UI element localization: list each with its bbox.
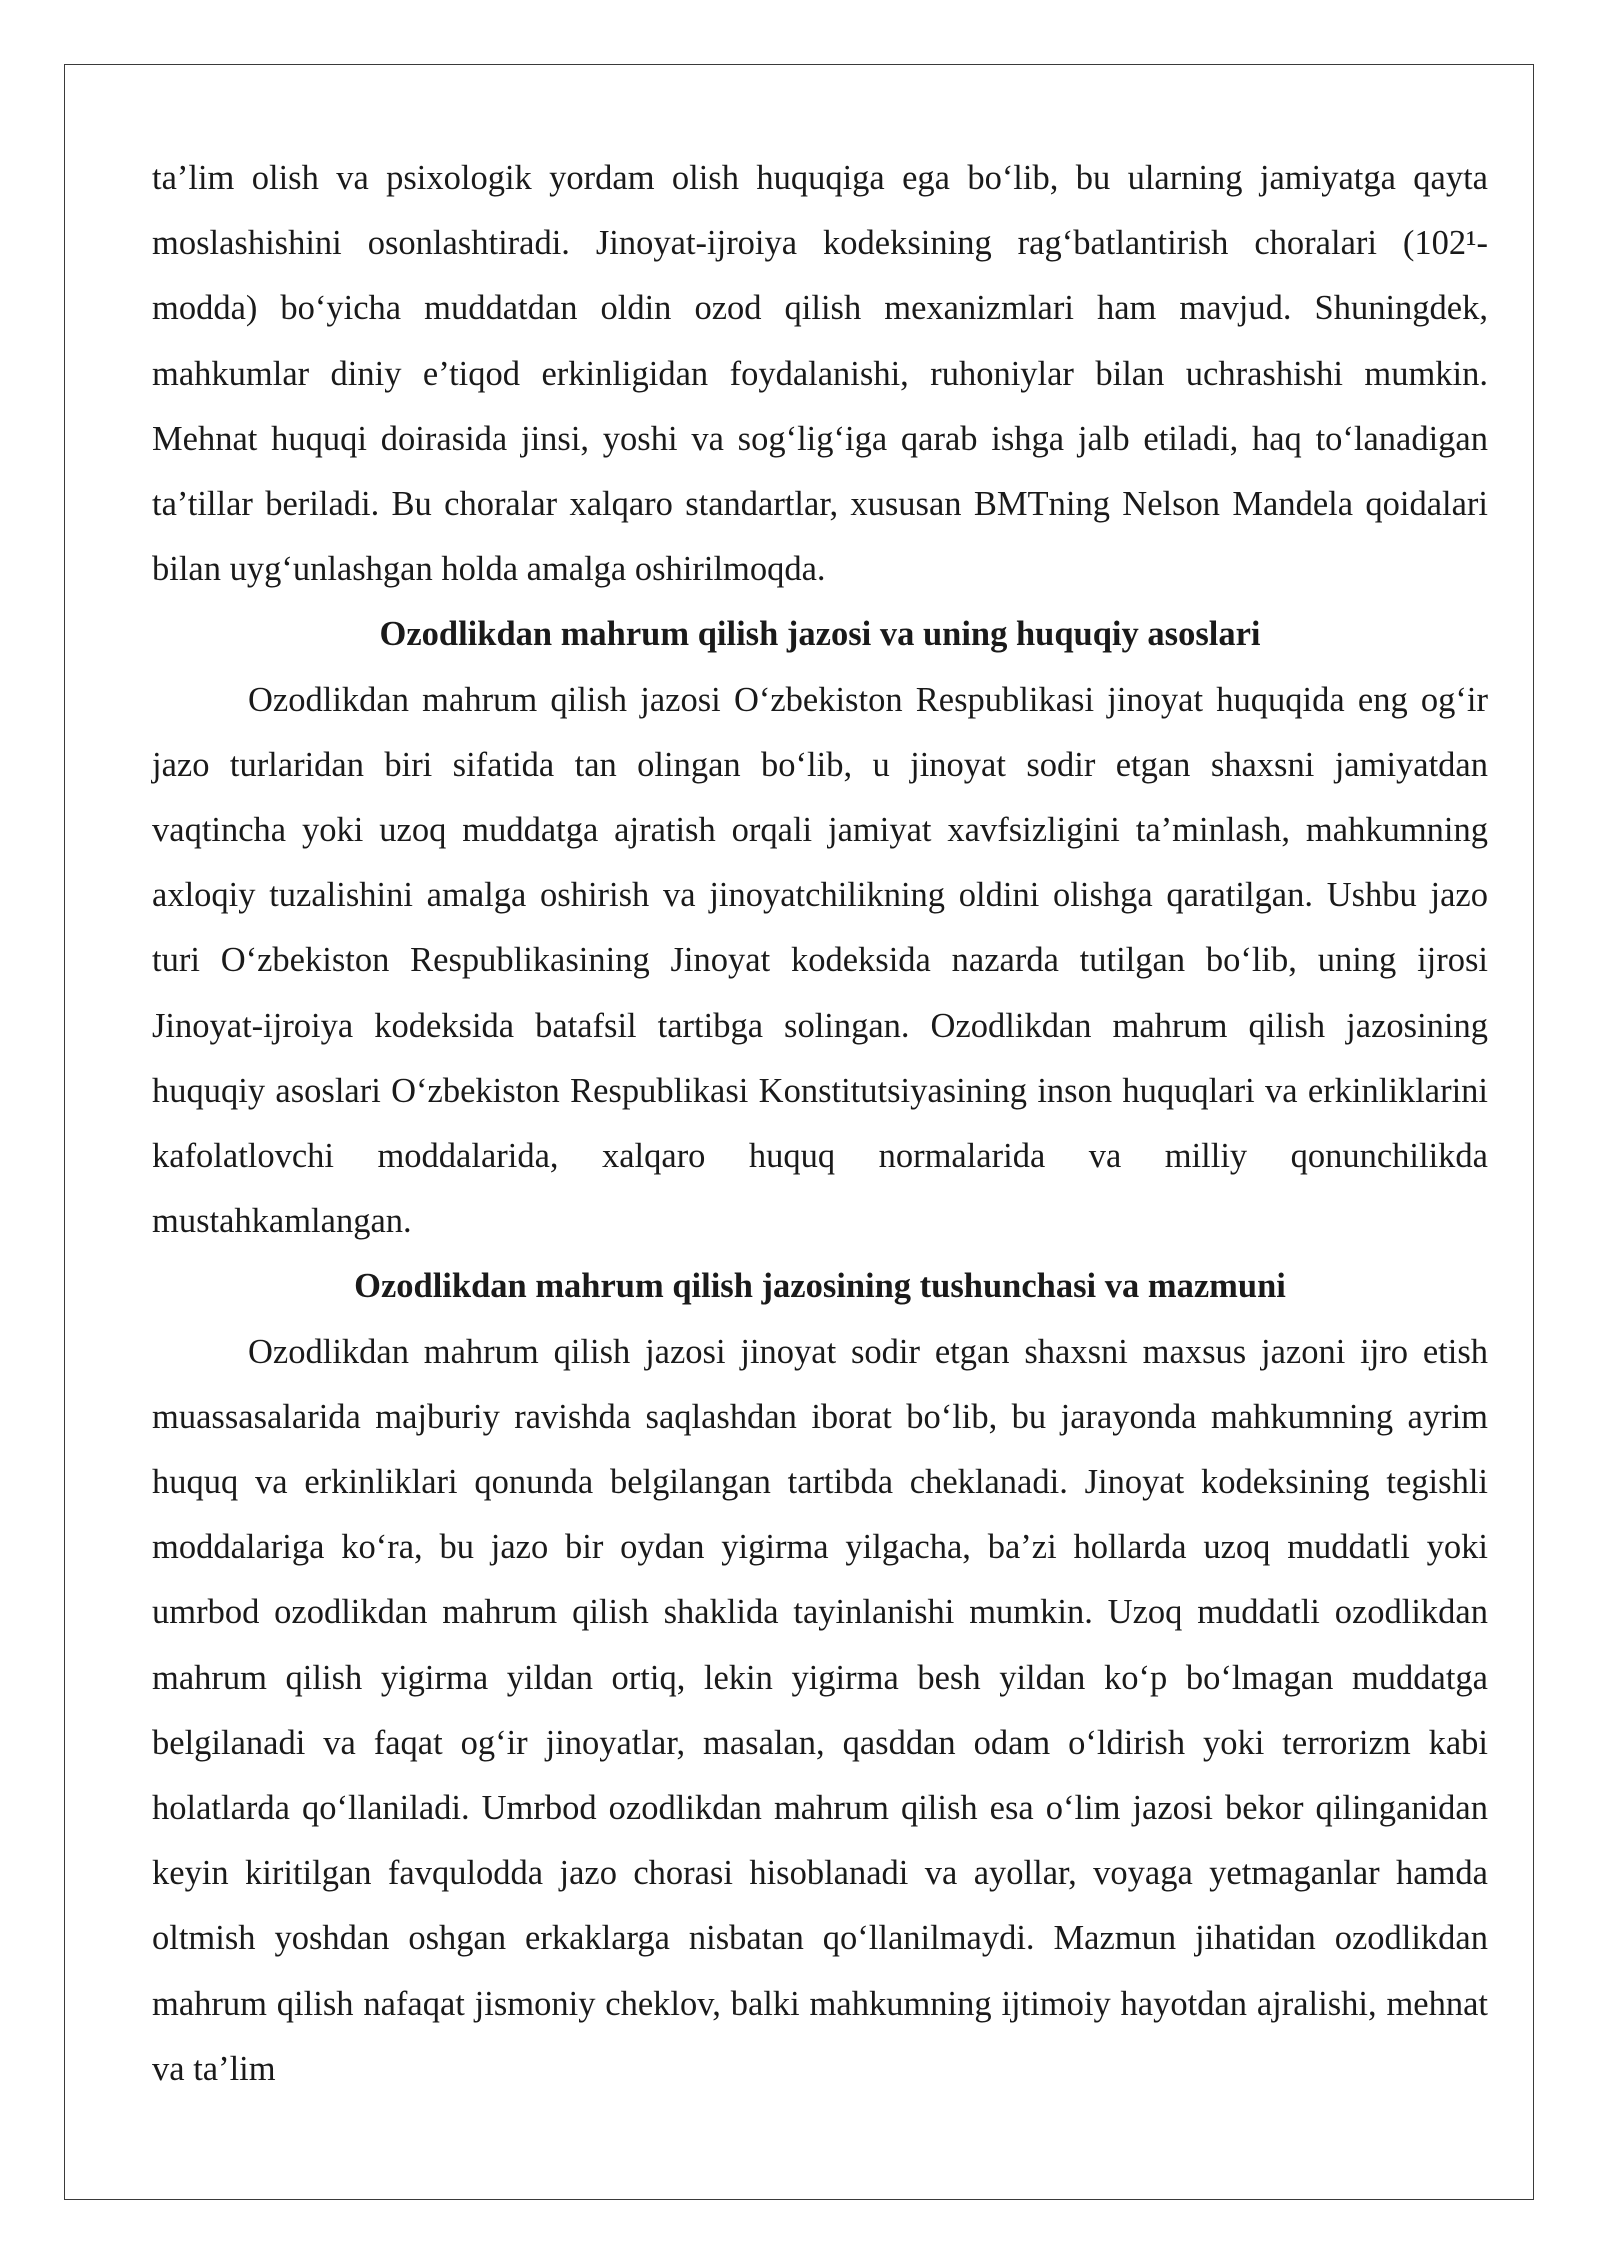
body-paragraph: ta’lim olish va psixologik yordam olish huquqiga ega bo‘lib, bu ularning jamiyatga qayta moslashishini osonlashtiradi. Jinoyat-ijroiya kodeksining rag‘batlantirish choralari (102¹-modda) bo‘yicha muddatdan oldin ozod qilish mexanizmlari ham mavjud. Shuningdek, mahkumlar diniy e’tiqod erkinligidan foydalanishi, ruhoniylar bilan uchrashishi mumkin. Mehnat huquqi doirasida jinsi, yoshi va sog‘lig‘iga qarab ishga jalb etiladi, haq to‘lanadigan ta’tillar beriladi. Bu choralar xalqaro standartlar, xususan BMTning Nelson Mandela qoidalari bilan uyg‘unlashgan holda amalga oshirilmoqda. [152,159,1488,589]
body-paragraph: Ozodlikdan mahrum qilish jazosi O‘zbekiston Respublikasi jinoyat huquqida eng og‘ir jazo turlaridan biri sifatida tan olingan bo‘lib, u jinoyat sodir etgan shaxsni jamiyatdan vaqtincha yoki uzoq muddatga ajratish orqali jamiyat xavfsizligini ta’minlash, mahkumning axloqiy tuzalishini amalga oshirish va jinoyatchilikning oldini olishga qaratilgan. Ushbu jazo turi O‘zbekiston Respublikasining Jinoyat kodeksida nazarda tutilgan bo‘lib, uning ijrosi Jinoyat-ijroiya kodeksida batafsil tartibga solingan. Ozodlikdan mahrum qilish jazosining huquqiy asoslari O‘zbekiston Respublikasi Konstitutsiyasining inson huquqlari va erkinliklarini kafolatlovchi moddalarida, xalqaro huquq normalarida va milliy qonunchilikda mustahkamlangan. [152,680,1488,1241]
section-heading: Ozodlikdan mahrum qilish jazosi va uning huquqiy asoslari [379,615,1261,654]
body-paragraph: Ozodlikdan mahrum qilish jazosi jinoyat sodir etgan shaxsni maxsus jazoni ijro etish muassasalarida majburiy ravishda saqlashdan iborat bo‘lib, bu jarayonda mahkumning ayrim huquq va erkinliklari qonunda belgilangan tartibda cheklanadi. Jinoyat kodeksining tegishli moddalariga ko‘ra, bu jazo bir oydan yigirma yilgacha, ba’zi hollarda uzoq muddatli yoki umrbod ozodlikdan mahrum qilish shaklida tayinlanishi mumkin. Uzoq muddatli ozodlikdan mahrum qilish yigirma yildan ortiq, lekin yigirma besh yildan ko‘p bo‘lmagan muddatga belgilanadi va faqat og‘ir jinoyatlar, masalan, qasddan odam o‘ldirish yoki terrorizm kabi holatlarda qo‘llaniladi. Umrbod ozodlikdan mahrum qilish esa o‘lim jazosi bekor qilinganidan keyin kiritilgan favqulodda jazo chorasi hisoblanadi va ayollar, voyaga yetmaganlar hamda oltmish yoshdan oshgan erkaklarga nisbatan qo‘llanilmaydi. Mazmun jihatidan ozodlikdan mahrum qilish nafaqat jismoniy cheklov, balki mahkumning ijtimoiy hayotdan ajralishi, mehnat va ta’lim [152,1332,1488,2088]
section-heading: Ozodlikdan mahrum qilish jazosining tushunchasi va mazmuni [354,1267,1286,1306]
document-body [152,146,1488,2102]
